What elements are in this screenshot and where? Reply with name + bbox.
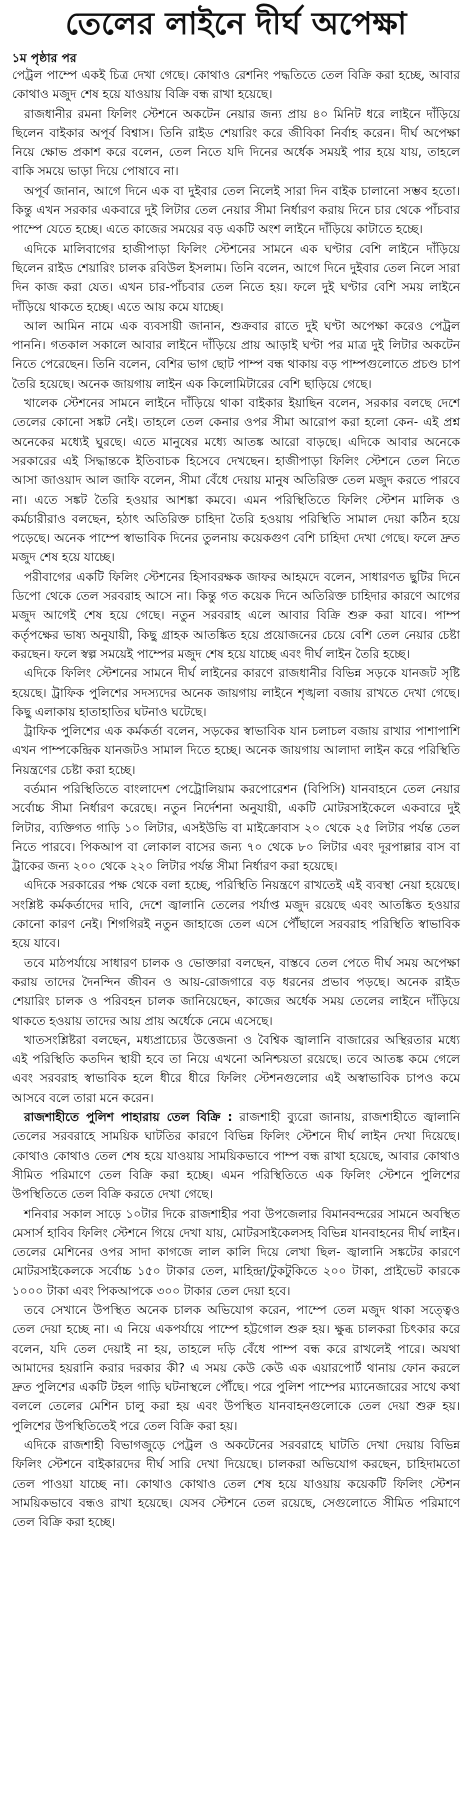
paragraph: এদিকে মালিবাগের হাজীপাড়া ফিলিং স্টেশনের সামনে এক ঘণ্টার বেশি লাইনে দাঁড়িয়ে ছিলেন রাইড শেয়ারিং চালক রবিউল ইসলাম। তিনি বলেন, আগে দিনে দুইবার তেল নিলে সারা দিন কাজ করা যেত। এখন চার-পাঁচবার তেল নিতে হয়। ফলে দুই ঘণ্টার বেশি সময় লাইনে দাঁড়িয়ে থাকতে হচ্ছে। এতে আয় কমে যাচ্ছে। xyxy=(12,241,460,314)
headline: তেলের লাইনে দীর্ঘ অপেক্ষা xyxy=(65,6,407,42)
paragraph: শনিবার সকাল সাড়ে ১০টার দিকে রাজশাহীর পবা উপজেলার বিমানবন্দরের সামনে অবস্থিত মেসার্স হাবিব ফিলিং স্টেশনে গিয়ে দেখা যায়, মোটরসাইকেলসহ বিভিন্ন যানবাহনের দীর্ঘ লাইন। তেলের মেশিনের ওপর সাদা কাগজে লাল কালি দিয়ে লেখা ছিল- জ্বালানি সঙ্কটের কারণে মোটরসাইকেলকে সর্বোচ্চ ১৫০ টাকার তেল, মাহিন্দ্রা/টুকটুকিতে ২০০ টাকা, প্রাইভেট কারকে ১০০০ টাকা এবং পিকআপকে ৩০০ টাকার তেল দেয়া হবে। xyxy=(12,1206,460,1298)
paragraph: খালেক স্টেশনের সামনে লাইনে দাঁড়িয়ে থাকা বাইকার ইয়াছিন বলেন, সরকার বলছে দেশে তেলের কোনো সঙ্কট নেই। তাহলে তেল কেনার ওপর সীমা আরোপ করা হলো কেন- এই প্রশ্ন অনেকের মধ্যেই ঘুরছে। এতে মানুষের মধ্যে আতঙ্ক আরো বাড়ছে। এদিকে আবার অনেকে সরকারের এই সিদ্ধান্তকে ইতিবাচক হিসেবে দেখছেন। হাজীপাড়া ফিলিং স্টেশনে তেল নিতে আসা জাওয়াদ আল জাফি বলেন, সীমা বেঁধে দেয়ায় মানুষ অতিরিক্ত তেল মজুদ করতে পারবে না। এতে সঙ্কট তৈরি হওয়ার আশঙ্কা কমবে। এমন পরিস্থিতিতে ফিলিং স্টেশন মালিক ও কর্মচারীরাও বলছেন, হঠাৎ অতিরিক্ত চাহিদা তৈরি হওয়ায় পরিস্থিতি সামাল দেয়া কঠিন হয়ে পড়েছে। অনেক পাম্পে স্বাভাবিক দিনের তুলনায় কয়েকগুণ বেশি চাহিদা দেখা গেছে। ফলে দ্রুত মজুদ শেষ হয়ে যাচ্ছে। xyxy=(12,396,460,565)
paragraph: পরীবাগের একটি ফিলিং স্টেশনের হিসাবরক্ষক জাফর আহমদে বলেন, সাধারণত ছুটির দিনে ডিপো থেকে তেল সরবরাহ আসে না। কিন্তু গত কয়েক দিনে অতিরিক্ত চাহিদার কারণে আগের মজুদ আগেই শেষ হয়ে গেছে। নতুন সরবরাহ এলে আবার বিক্রি শুরু করা যাবে। পাম্প কর্তৃপক্ষের ভাষ্য অনুযায়ী, কিছু গ্রাহক আতঙ্কিত হয়ে প্রয়োজনের চেয়ে বেশি তেল নেয়ার চেষ্টা করছেন। ফলে স্বল্প সময়েই পাম্পের মজুদ শেষ হয়ে যাচ্ছে এবং দীর্ঘ লাইন তৈরি হচ্ছে। xyxy=(12,569,460,661)
paragraph: রাজধানীর রমনা ফিলিং স্টেশনে অকটেন নেয়ার জন্য প্রায় ৪০ মিনিট ধরে লাইনে দাঁড়িয়ে ছিলেন বাইকার অপূর্ব বিশ্বাস। তিনি রাইড শেয়ারিং করে জীবিকা নির্বাহ করেন। দীর্ঘ অপেক্ষা নিয়ে ক্ষোভ প্রকাশ করে বলেন, তেল নিতে যদি দিনের অর্ধেক সময়ই পার হয়ে যায়, তাহলে বাকি সময়ে ভাড়া দিয়ে পোষাবে না। xyxy=(12,106,460,179)
paragraph: খাতসংশ্লিষ্টরা বলছেন, মধ্যপ্রাচ্যের উত্তেজনা ও বৈশ্বিক জ্বালানি বাজারের অস্থিরতার মধ্যে এই পরিস্থিতি কতদিন স্থায়ী হবে তা নিয়ে এখনো অনিশ্চয়তা রয়েছে। তবে আতঙ্ক কমে গেলে এবং সরবরাহ স্বাভাবিক হলে ধীরে ধীরে ফিলিং স্টেশনগুলোর এই অস্বাভাবিক চাপও কমে আসবে বলে তারা মনে করেন। xyxy=(12,1032,460,1105)
paragraph: তবে মাঠপর্যায়ে সাধারণ চালক ও ভোক্তারা বলছেন, বাস্তবে তেল পেতে দীর্ঘ সময় অপেক্ষা করায় তাদের দৈনন্দিন জীবন ও আয়-রোজগারে বড় ধরনের প্রভাব পড়ছে। অনেক রাইড শেয়ারিং চালক ও পরিবহন চালক জানিয়েছেন, কাজের অর্ধেক সময় তেলের লাইনে দাঁড়িয়ে থাকতে হওয়ায় তাদের আয় প্রায় অর্ধেকে নেমে এসেছে। xyxy=(12,955,460,1028)
paragraph: তবে সেখানে উপস্থিত অনেক চালক অভিযোগ করেন, পাম্পে তেল মজুদ থাকা সত্ত্বেও তেল দেয়া হচ্ছে না। এ নিয়ে একপর্যায়ে পাম্পে হট্টগোল শুরু হয়। ক্ষুব্ধ চালকরা চিৎকার করে বলেন, যদি তেল দেয়াই না হয়, তাহলে দড়ি বেঁধে পাম্প বন্ধ করে রাখলেই পারে। অযথা আমাদের হয়রানি করার দরকার কী? এ সময় কেউ কেউ এক এয়ারপোর্ট থানায় ফোন করলে দ্রুত পুলিশের একটি টহল গাড়ি ঘটনাস্থলে পৌঁছে। পরে পুলিশ পাম্পের ম্যানেজারের সাথে কথা বললে তেলের মেশিন চালু করা হয় এবং উপস্থিত যানবাহনগুলোকে তেল দেয়া শুরু হয়। পুলিশের উপস্থিতিতেই পরে তেল বিক্রি করা হয়। xyxy=(12,1303,460,1433)
article-body xyxy=(12,66,460,1533)
paragraph: ট্রাফিক পুলিশের এক কর্মকর্তা বলেন, সড়কের স্বাভাবিক যান চলাচল বজায় রাখার পাশাপাশি এখন পাম্পকেন্দ্রিক যানজটও সামাল দিতে হচ্ছে। অনেক জায়গায় আলাদা লাইন করে পরিস্থিতি নিয়ন্ত্রণের চেষ্টা করা হচ্ছে। xyxy=(12,724,460,777)
paragraph: এদিকে সরকারের পক্ষ থেকে বলা হচ্ছে, পরিস্থিতি নিয়ন্ত্রণে রাখতেই এই ব্যবস্থা নেয়া হয়েছে। সংশ্লিষ্ট কর্মকর্তাদের দাবি, দেশে জ্বালানি তেলের পর্যাপ্ত মজুদ রয়েছে এবং আতঙ্কিত হওয়ার কোনো কারণ নেই। শিগগিরই নতুন জাহাজে তেল এসে পৌঁছালে সরবরাহ পরিস্থিতি স্বাভাবিক হয়ে যাবে। xyxy=(12,878,460,951)
paragraph: এদিকে ফিলিং স্টেশনের সামনে দীর্ঘ লাইনের কারণে রাজধানীর বিভিন্ন সড়কে যানজট সৃষ্টি হয়েছে। ট্রাফিক পুলিশের সদস্যদের অনেক জায়গায় লাইনে শৃঙ্খলা বজায় রাখতে দেখা গেছে। কিছু এলাকায় হাতাহাতির ঘটনাও ঘটেছে। xyxy=(12,666,460,719)
paragraph: আল আমিন নামে এক ব্যবসায়ী জানান, শুক্রবার রাতে দুই ঘণ্টা অপেক্ষা করেও পেট্রল পাননি। গতকাল সকালে আবার লাইনে দাঁড়িয়ে প্রায় আড়াই ঘণ্টা পর মাত্র দুই লিটার অকটেন নিতে পেরেছেন। তিনি বলেন, বেশির ভাগ ছোট পাম্প বন্ধ থাকায় বড় পাম্পগুলোতে প্রচণ্ড চাপ তৈরি হয়েছে। অনেক জায়গায় লাইন এক কিলোমিটারের বেশি ছাড়িয়ে গেছে। xyxy=(12,318,460,391)
paragraph: এদিকে রাজশাহী বিভাগজুড়ে পেট্রল ও অকটেনের সরবরাহে ঘাটতি দেখা দেয়ায় বিভিন্ন ফিলিং স্টেশনে বাইকারদের দীর্ঘ সারি দেখা দিয়েছে। চালকরা অভিযোগ করছেন, চাহিদামতো তেল পাওয়া যাচ্ছে না। কোথাও কোথাও তেল শেষ হয়ে যাওয়ায় কয়েকটি ফিলিং স্টেশন সাময়িকভাবে বন্ধও রাখা হয়েছে। যেসব স্টেশনে তেল রয়েছে, সেগুলোতে সীমিত পরিমাণে তেল বিক্রি করা হচ্ছে। xyxy=(12,1438,460,1530)
paragraph: বর্তমান পরিস্থিতিতে বাংলাদেশ পেট্রোলিয়াম করপোরেশন (বিপিসি) যানবাহনে তেল নেয়ার সর্বোচ্চ সীমা নির্ধারণ করেছে। নতুন নির্দেশনা অনুযায়ী, একটি মোটরসাইকেলে একবারে দুই লিটার, ব্যক্তিগত গাড়ি ১০ লিটার, এসইউভি বা মাইক্রোবাস ২০ থেকে ২৫ লিটার পর্যন্ত তেল নিতে পারবে। পিকআপ বা লোকাল বাসের জন্য ৭০ থেকে ৮০ লিটার এবং দূরপাল্লার বাস বা ট্রাকের জন্য ২০০ থেকে ২২০ লিটার পর্যন্ত সীমা নির্ধারণ করা হয়েছে। xyxy=(12,781,460,874)
paragraph: পেট্রল পাম্পে একই চিত্র দেখা গেছে। কোথাও রেশনিং পদ্ধতিতে তেল বিক্রি করা হচ্ছে, আবার কোথাও মজুদ শেষ হয়ে যাওয়ায় বিক্রি বন্ধ রাখা হয়েছে। xyxy=(12,68,460,102)
rajshahi-subhead: রাজশাহীতে পুলিশ পাহারায় তেল বিক্রি : xyxy=(24,1110,233,1125)
paragraph: অপূর্ব জানান, আগে দিনে এক বা দুইবার তেল নিলেই সারা দিন বাইক চালানো সম্ভব হতো। কিন্তু এখন সরকার একবারে দুই লিটার তেল নেয়ার সীমা নির্ধারণ করায় দিনে চার থেকে পাঁচবার পাম্পে যেতে হচ্ছে। এতে কাজের সময়ের বড় একটি অংশ লাইনে দাঁড়িয়ে কাটাতে হচ্ছে। xyxy=(12,183,460,237)
rajshahi-lead-text: রাজশাহী ব্যুরো জানায়, রাজশাহীতে জ্বালানি তেলের সরবরাহে সাময়িক ঘাটতির কারণে বিভিন্ন ফিলিং স্টেশনে দীর্ঘ লাইন দেখা দিয়েছে। কোথাও কোথাও তেল শেষ হয়ে যাওয়ায় সাময়িকভাবে পাম্প বন্ধ রাখা হয়েছে, আবার কোথাও সীমিত পরিমাণে তেল বিক্রি করা হচ্ছে। এমন পরিস্থিতিতে এক ফিলিং স্টেশনে পুলিশের উপস্থিতিতে তেল বিক্রি করতে দেখা গেছে। xyxy=(12,1110,460,1202)
rajshahi-paragraph xyxy=(12,1108,460,1204)
continued-from-label: ১ম পৃষ্ঠার পর xyxy=(12,51,77,65)
